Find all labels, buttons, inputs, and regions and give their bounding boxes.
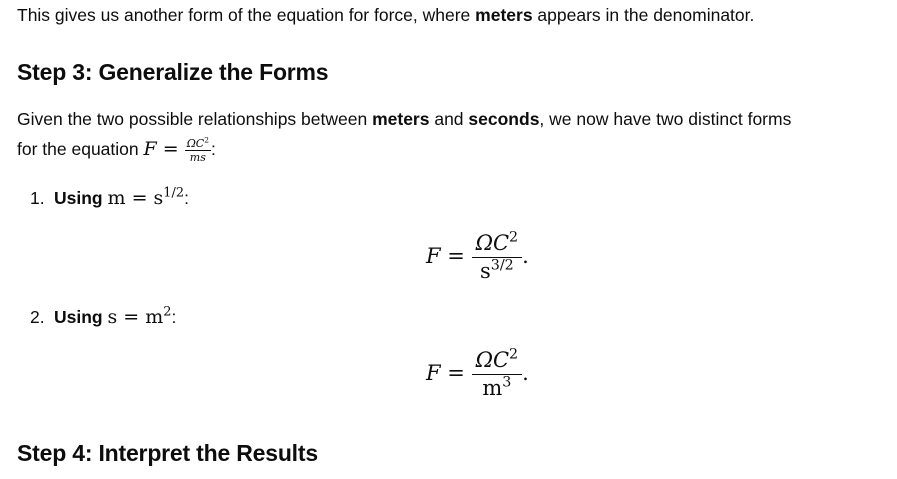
list-item-2-label: Using (54, 307, 108, 327)
list-item-2-math-lhs: s (107, 306, 118, 328)
list-item-1 (30, 186, 189, 210)
list-item-2-number: 2. (30, 307, 45, 327)
eq1-num-exp: 2 (509, 229, 519, 246)
eq2-lhs: F (426, 361, 441, 385)
step3-bold-meters: meters (372, 109, 430, 129)
eq2-fraction (472, 346, 523, 400)
eq1-den-base: s (479, 259, 491, 283)
eq2-den-base: m (482, 376, 503, 400)
step3-line2-text: for the equation (17, 139, 144, 159)
list-item-1-math-base: s (153, 187, 164, 209)
inline-eq-numerator: ΩC (186, 136, 205, 150)
inline-eq-denominator: ms (189, 150, 206, 164)
eq2-num-exp: 2 (509, 346, 519, 363)
eq2-numerator: ΩC (475, 348, 510, 372)
eq1-fraction (472, 229, 523, 283)
step3-text-and: and (429, 109, 469, 129)
eq1-period: . (522, 244, 529, 268)
eq1-den-exp: 3/2 (490, 257, 514, 274)
list-item-1-label: Using (54, 188, 108, 208)
list-item-1-math-exp: 1/2 (163, 185, 185, 201)
inline-equation (143, 135, 211, 164)
list-item-1-math (107, 187, 184, 209)
intro-bold-meters: meters (475, 5, 533, 25)
step3-paragraph-line2 (17, 137, 216, 163)
step3-text-a: Given the two possible relationships between (17, 109, 373, 129)
list-item-2-suffix: : (171, 307, 177, 327)
list-item-1-math-eq: = (131, 187, 148, 209)
step3-line2-colon: : (211, 139, 216, 159)
inline-eq-num-exp: 2 (204, 135, 209, 145)
list-item-2-math (107, 306, 171, 328)
display-equation-2 (426, 346, 529, 400)
display-equation-1 (426, 229, 529, 283)
step3-bold-seconds: seconds (468, 109, 540, 129)
intro-text-before: This gives us another form of the equation for force, where (17, 5, 476, 25)
eq1-lhs: F (426, 244, 441, 268)
eq2-period: . (522, 361, 529, 385)
step3-text-b: , we now have two distinct forms (539, 109, 792, 129)
eq2-den-exp: 3 (502, 374, 512, 391)
list-item-1-math-lhs: m (107, 187, 126, 209)
list-item-2 (30, 305, 176, 329)
step3-paragraph-line1 (17, 107, 791, 131)
step3-heading: Step 3: Generalize the Forms (17, 59, 329, 85)
inline-eq-lhs: F (143, 138, 157, 160)
list-item-1-suffix: : (184, 188, 189, 208)
list-item-2-math-exp: 2 (163, 304, 172, 320)
list-item-2-math-base: m (145, 306, 164, 328)
eq2-equals: = (447, 361, 465, 385)
intro-paragraph (17, 3, 754, 27)
inline-eq-fraction (185, 135, 211, 164)
inline-eq-equals: = (162, 138, 179, 160)
list-item-1-number: 1. (30, 188, 45, 208)
eq1-numerator: ΩC (475, 231, 510, 255)
intro-text-after: appears in the denominator. (532, 5, 755, 25)
list-item-2-math-eq: = (123, 306, 140, 328)
step4-heading: Step 4: Interpret the Results (17, 440, 318, 466)
eq1-equals: = (447, 244, 465, 268)
